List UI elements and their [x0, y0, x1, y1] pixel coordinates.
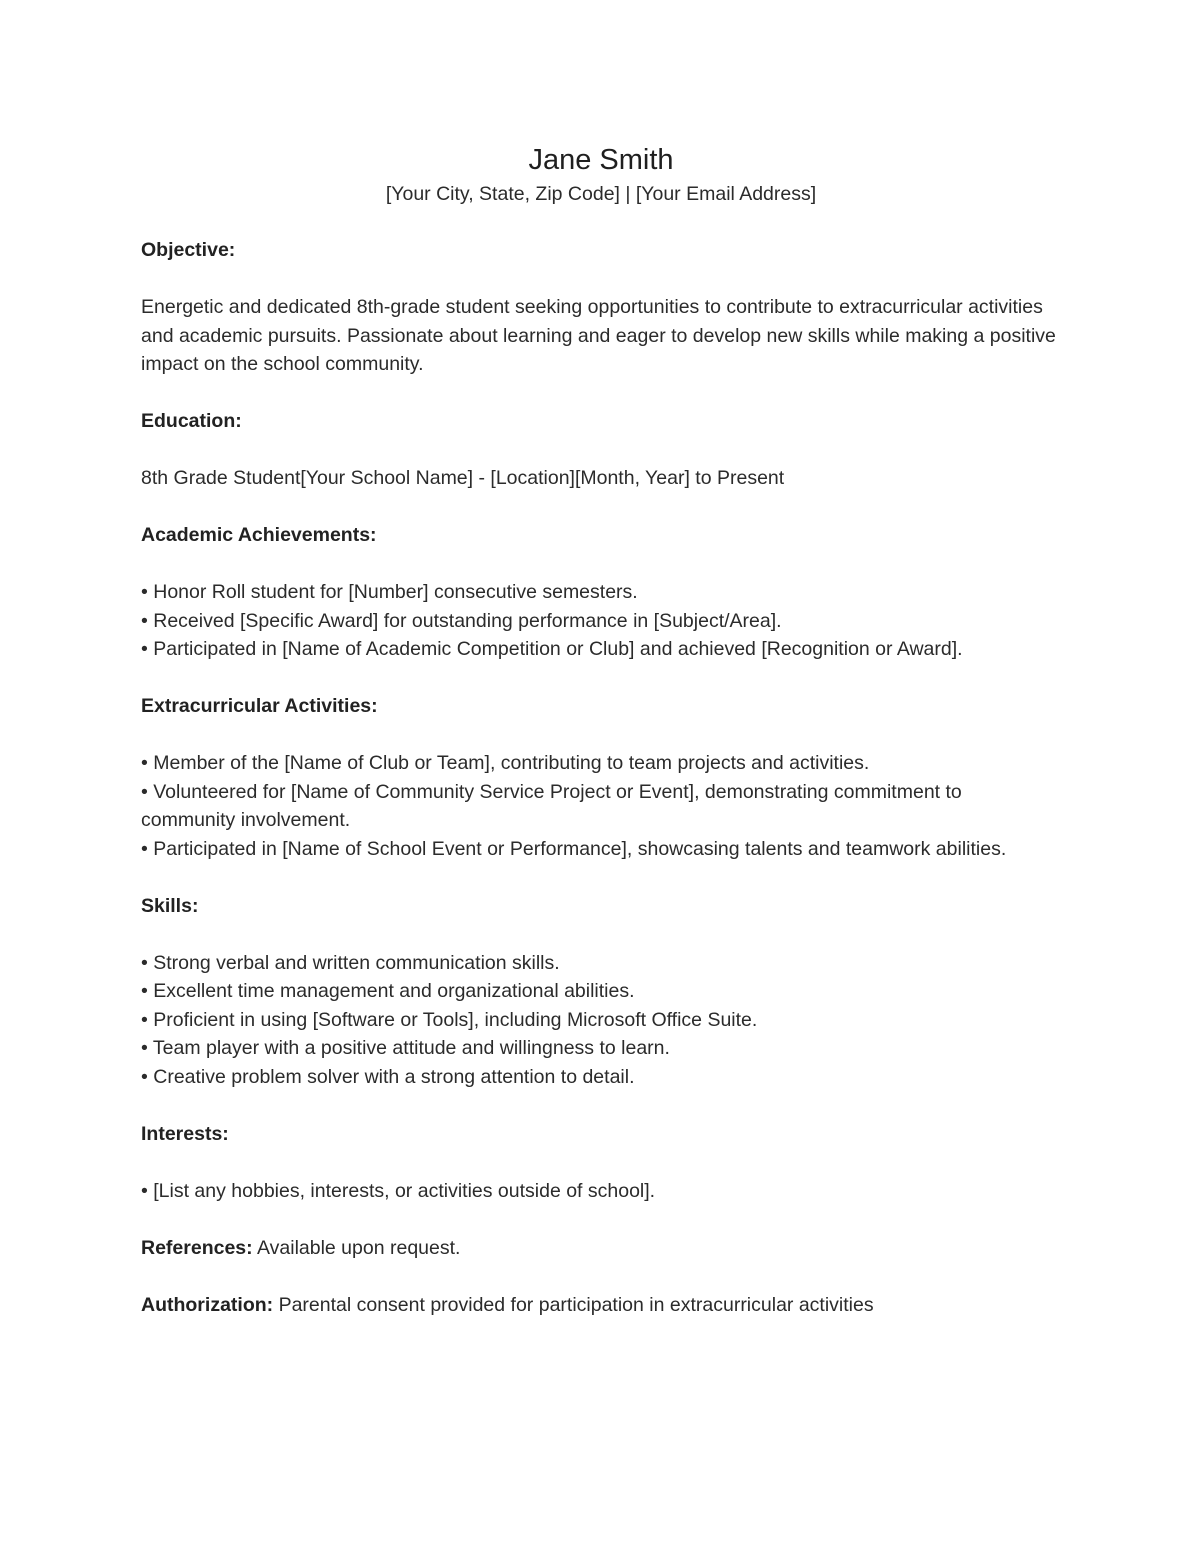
bullet-icon: • [141, 837, 148, 860]
skills-heading: Skills: [141, 894, 199, 917]
list-item: • Participated in [Name of School Event or Performance], showcasing talents and teamwork abilities. [141, 837, 1007, 860]
list-item: • Participated in [Name of Academic Competition or Club] and achieved [Recognition or Award]. [141, 638, 963, 660]
bullet-icon: • [141, 638, 148, 660]
bullet-icon: • [141, 752, 148, 774]
list-item: • Member of the [Name of Club or Team], contributing to team projects and activities. [141, 752, 870, 774]
bullet-icon: • [141, 1179, 148, 1202]
bullet-icon: • [141, 780, 148, 803]
objective-heading: Objective: [141, 239, 236, 261]
references-text: Available upon request. [256, 1236, 461, 1259]
bullet-icon: • [141, 1065, 148, 1088]
education-text: 8th Grade Student[Your School Name] - [Location][Month, Year] to Present [141, 467, 785, 489]
list-item: • [List any hobbies, interests, or activities outside of school]. [141, 1179, 656, 1202]
bullet-icon: • [141, 951, 148, 974]
academic-list [141, 578, 1061, 664]
authorization-label: Authorization: [141, 1293, 274, 1316]
extracurricular-list [141, 749, 1061, 863]
education-heading: Education: [141, 410, 242, 432]
authorization-line [141, 1291, 1061, 1320]
bullet-icon: • [141, 1037, 148, 1059]
references-line [141, 1234, 1061, 1263]
list-item: • Received [Specific Award] for outstanding performance in [Subject/Area]. [141, 609, 782, 632]
list-item: • Strong verbal and written communication skills. [141, 951, 560, 974]
authorization-text: Parental consent provided for participation in extracurricular activities [278, 1293, 874, 1316]
bullet-icon: • [141, 609, 148, 632]
references-label: References: [141, 1236, 253, 1259]
list-item: • Excellent time management and organizational abilities. [141, 980, 635, 1002]
list-item: • Proficient in using [Software or Tools], including Microsoft Office Suite. [141, 1008, 758, 1031]
list-item: • Honor Roll student for [Number] consecutive semesters. [141, 581, 638, 603]
resume-name: Jane Smith [528, 144, 674, 176]
list-item: • Creative problem solver with a strong attention to detail. [141, 1065, 635, 1088]
list-item: • Volunteered for [Name of Community Service Project or Event], demonstrating commitment to community involvement. [141, 780, 962, 831]
academic-heading: Academic Achievements: [141, 524, 377, 546]
objective-text: Energetic and dedicated 8th-grade student seeking opportunities to contribute to extracurricular activities and academic pursuits. Passionate about learning and eager to develop new skills while making a positive impact on the school community. [141, 296, 1056, 375]
skills-list [141, 949, 1061, 1092]
bullet-icon: • [141, 581, 148, 603]
interests-heading: Interests: [141, 1122, 229, 1145]
list-item: • Team player with a positive attitude and willingness to learn. [141, 1037, 670, 1059]
extracurricular-heading: Extracurricular Activities: [141, 695, 378, 717]
interests-list [141, 1177, 1061, 1206]
bullet-icon: • [141, 980, 148, 1002]
resume-content [141, 140, 1061, 1348]
bullet-icon: • [141, 1008, 148, 1031]
contact-line: [Your City, State, Zip Code] | [Your Email Address] [385, 183, 817, 205]
